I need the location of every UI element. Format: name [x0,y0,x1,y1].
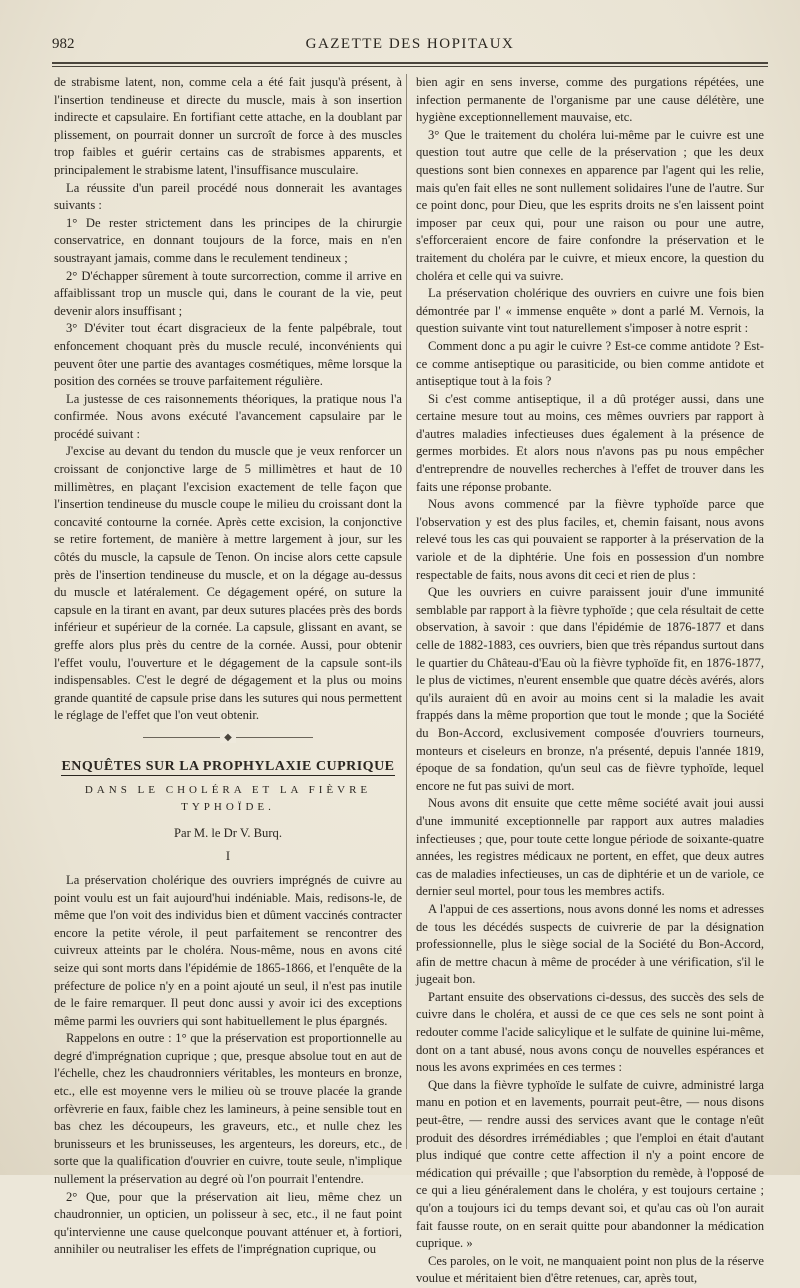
paragraph: de strabisme latent, non, comme cela a été fait jusqu'à présent, à l'insertion tendineuse et directe du muscle, mais à son insertion indirecte et capsulaire. En fortifiant cette attache, en la doublant par plissement, on pourrait donner un surcroît de force à des muscles trop faibles et guérir certains cas de strabismes apparents, et principalement le strabisme latent, l'insuffisance musculaire. [54,75,402,177]
paragraph: La justesse de ces raisonnements théoriques, la pratique nous l'a confirmée. Nous avons exécuté l'avancement capsulaire par le procédé suivant : [54,391,402,441]
section-subtitle: DANS LE CHOLÉRA ET LA FIÈVRE TYPHOÏDE. [84,783,372,814]
column-divider [406,74,407,1149]
paragraph: 3° D'éviter tout écart disgracieux de la fente palpébrale, tout enfoncement choquant près du muscle reculé, inconvénients qui peuvent ôter une partie des avantages cosmétiques, même lorsque la position des cornées se trouve parfaitement régulière. [54,321,402,389]
header-rule [52,62,768,67]
page-number: 982 [52,36,75,52]
paragraph: Nous avons commencé par la fièvre typhoïde parce que l'observation y est des plus faciles, et, chemin faisant, nous avons relevé tous les cas qui pouvaient se rapporter à la préservation de la variole et de la diphtérie. Une fois en possession d'un nombre respectable de faits, nous avons dit ceci et rien de plus : [416,497,764,582]
part-numeral: I [225,849,231,864]
page-header [52,36,768,58]
paragraph: Nous avons dit ensuite que cette même société avait joui aussi d'une immunité exceptionnelle par rapport aux autres maladies infectieuses ; que, pour toute cette longue période de soixante-quatre années, les registres médicaux ne portent, en effet, que deux autres cas de maladies infectieuses, un cas de diphtérie et un de variole, ce dernier seul mortel, pour tous les membres actifs. [416,796,764,899]
paragraph: 2° D'échapper sûrement à toute surcorrection, comme il arrive en affaiblissant trop un muscle qui, dans le courant de la vie, peut devenir alors insuffisant ; [54,268,402,318]
paragraph: Si c'est comme antiseptique, il a dû protéger aussi, dans une certaine mesure tout au moins, ces mêmes ouvriers par rapport à d'autres maladies infectieuses dues également à la présence de germes morbides. Et alors nous n'avons pas pu nous empêcher d'entreprendre de nouvelles recherches à l'effet de trouver dans les faits une réponse probante. [416,391,764,494]
paragraph: La préservation cholérique des ouvriers imprégnés de cuivre au point voulu est un fait aujourd'hui indéniable. Mais, redisons-le, de même que l'on voit des individus bien et dûment vaccinés contracter encore la petite vérole, il peut parfaitement se rencontrer des cuivreux atteints par le choléra. Nous-même, nous en avons cité seize qui sont morts dans l'épidémie de 1865-1866, et l'enquête de la préfecture de police n'y en a point ajouté un seul, il n'est pas inutile de le faire remarquer. Il peut donc aussi y avoir ici des exceptions même parmi les ouvriers qui sont habituellement le plus épargnés. [54,872,402,1028]
ornament-glyph: ◆ [220,732,236,743]
left-column [54,74,402,1257]
section-title-text: ENQUÊTES SUR LA PROPHYLAXIE CUPRIQUE [61,758,395,774]
section-title [54,758,402,776]
paragraph: Partant ensuite des observations ci-dessus, des succès des sels de cuivre dans le choléra, et aussi de ce que ces sels ne sont point à redouter comme l'acide salicylique et le sulfate de quinine lui-même, dont on a tant abusé, nous avons conçu de nouvelles espérances et nous les avons exprimées en ces termes : [416,989,764,1075]
paragraph: Rappelons en outre : 1° que la préservation est proportionnelle au degré d'imprégnation cuprique ; que, presque absolue tout en aut de l'échelle, chez les chaudronniers véritables, les monteurs en bronze, etc., elle est moyenne vers le milieu où se trouve placée la grande orfèvrerie en faux, faible chez les lamineurs, à peine sensible tout en bas chez les découpeurs, les graveurs, etc., et nulle chez les brunisseurs et les brunisseuses, les argenteurs, les doreurs, etc., de sorte que la qualification d'ouvrier en cuivre, toute seule, n'implique nullement la préservation au degré où l'on pourrait l'entendre. [54,1031,402,1187]
paragraph: Que dans la fièvre typhoïde le sulfate de cuivre, administré larga manu en potion et en lavements, pourrait peut-être, — nous disons peut-être, — rendre aussi des services avant que le contage n'eût produit des désordres irrémédiables ; que l'emploi en était d'autant plus indiqué que contre cette affection il n'y a point encore de médication qui prévaille ; que l'absorption du remède, à l'opposé de ce qui a lieu généralement dans le choléra, y est toujours certaine ; qu'on a toujours ici du temps devant soi, et qu'au cas où l'on aurait fait fausse route, on en serait quitte pour abandonner la médication cuprique. » [416,1077,764,1251]
paragraph: Ces paroles, on le voit, ne manquaient point non plus de la réserve voulue et méritaient bien d'être retenues, car, après tout, [416,1253,764,1286]
paragraph: 1° De rester strictement dans les principes de la chirurgie conservatrice, en donnant toujours de la force, mais en n'en soustrayant jamais, comme dans le reculement tendineux ; [54,215,402,265]
paragraph: 2° Que, pour que la préservation ait lieu, même chez un chaudronnier, un opticien, un polisseur à sec, etc., il ne faut point qu'intervienne une cause quelconque pouvant atténuer et, à fortiori, annihiler ou neutraliser les effets de l'imprégnation cuprique, ou [54,1189,402,1257]
paragraph: J'excise au devant du tendon du muscle que je veux renforcer un croissant de conjonctive large de 5 millimètres et haut de 10 millimètres, en plaçant l'excision exactement de telle façon que l'insertion tendineuse du muscle coupe le milieu du croissant dont la concavité contourne la cornée. Après cette excision, la conjonctive se retire fortement, de manière à mettre largement à jour, sur les côtés du muscle, la capsule de Tenon. On incise alors cette capsule près de l'insertion tendineuse du muscle, et on la dégage au-dessus du muscle et latéralement. Ce dégagement opéré, on suture la capsule en la tirant en avant, par deux sutures placées près des bords inférieur et supérieur de la cornée. La capsule, glissant en avant, se greffe alors plus près du centre de la cornée. Aussi, pour obtenir l'effet voulu, l'ouverture et le dégagement de la capsule sont-ils indispensables. C'est le degré de dégagement et la plus ou moins grande quantité de capsule prise dans les sutures qui nous permettent le réglage de l'effet que l'on veut obtenir. [54,444,402,723]
paragraph: La préservation cholérique des ouvriers en cuivre une fois bien démontrée par l' « immense enquête » dont a parlé M. Vernois, la question suivante vint tout naturellement s'imposer à notre esprit : [416,286,764,336]
right-column [416,74,764,1286]
paragraph: La réussite d'un pareil procédé nous donnerait les avantages suivants : [54,180,402,213]
section-divider-ornament [143,731,313,744]
paragraph: bien agir en sens inverse, comme des purgations répétées, une infection permanente de l'organisme par une cause délétère, une hygiène exceptionnellement mauvaise, etc. [416,75,764,125]
journal-title: GAZETTE DES HOPITAUX [305,36,515,52]
paragraph: Que les ouvriers en cuivre paraissent jouir d'une immunité semblable par rapport à la fièvre typhoïde ; que cela résultait de cette observation, à savoir : que dans l'épidémie de 1876-1877 et dans celle de 1882-1883, ces ouvriers, bien que très répandus surtout dans le quartier du Château-d'Eau où la fièvre typhoïde fit, en 1876-1877, le plus de victimes, n'eurent ensemble que quatre décès avérés, alors qu'ils auraient dû en avoir au moins cent si la maladie les avait frappés dans la même proportion que tout le monde ; que la Société du Bon-Accord, exclusivement composée d'ouvriers tourneurs, monteurs et ciseleurs en bronze, n'a présenté, depuis l'année 1819, époque de sa fondation, qu'un seul cas de fièvre typhoïde, lequel encore ne fut pas suivi de mort. [416,585,764,793]
paragraph: A l'appui de ces assertions, nous avons donné les noms et adresses de tous les décédés suspects de cuivrerie de par la désignation professionnelle, plus le siège social de la Société du Bon-Accord, afin de mettre chacun à même de procéder à une vérification, s'il le jugeait bon. [416,901,764,987]
paragraph: Comment donc a pu agir le cuivre ? Est-ce comme antidote ? Est-ce comme antiseptique ou parasiticide, ou bien comme antidote et antiseptique tout à la fois ? [416,338,764,389]
paragraph: 3° Que le traitement du choléra lui-même par le cuivre est une question tout autre que celle de la préservation ; que les deux questions sont bien connexes en apparence par l'agent qui les relie, mais qu'en fait elles ne sont nullement solidaires l'une de l'autre. Sur ce point donc, pour Dieu, que les esprits droits ne s'en laissent point imposer par ceux qui, pour une raison ou pour une autre, s'efforceraient encore de faire confondre la préservation et le traitement du choléra par le cuivre, et mieux encore, la question du choléra et celle qui va suivre. [416,127,764,283]
author-byline: Par M. le Dr V. Burq. [174,825,282,840]
